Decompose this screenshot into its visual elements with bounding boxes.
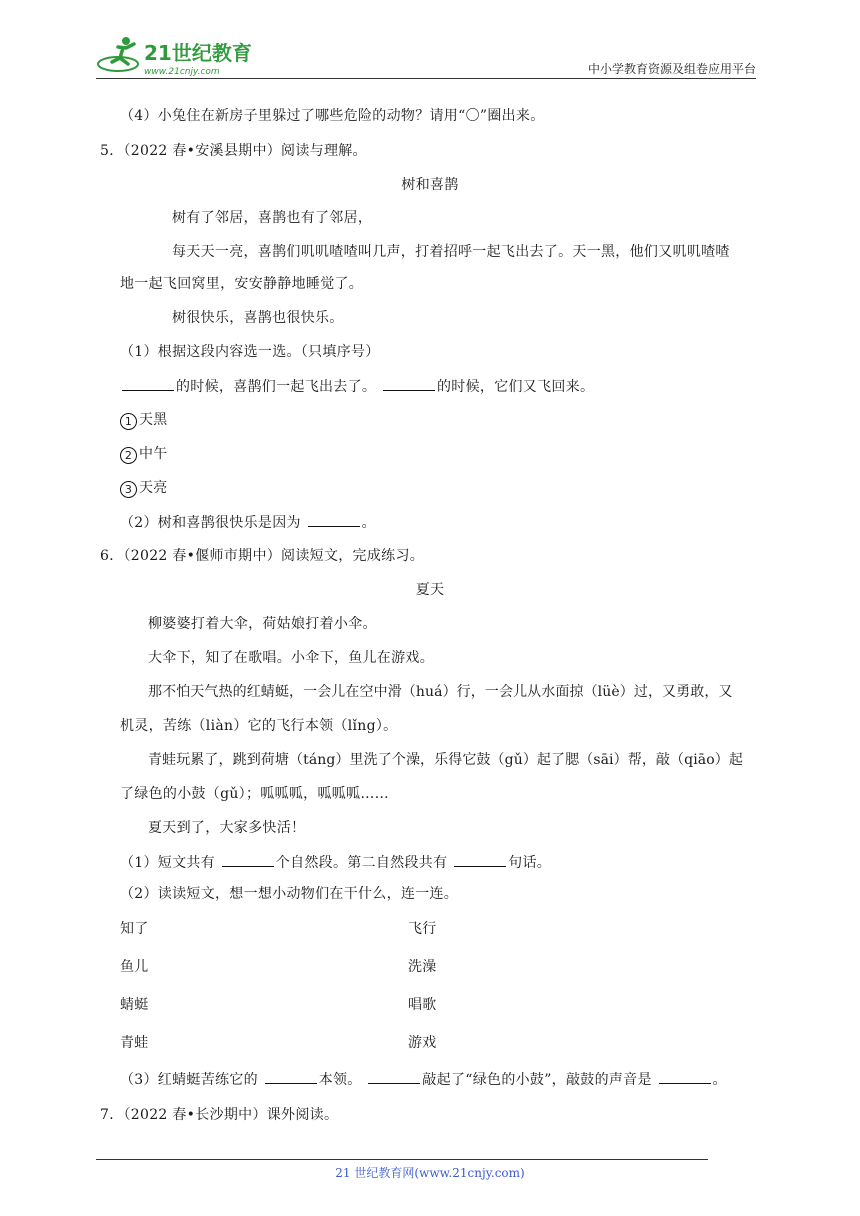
q6-sub-question-1 — [120, 852, 551, 873]
q5-sub2-end: 。 — [361, 515, 376, 531]
q5-paragraph-1: 树有了邻居，喜鹊也有了邻居， — [172, 210, 373, 226]
answer-blank[interactable] — [383, 376, 435, 391]
q6-sub1-text-c: 句话。 — [508, 855, 552, 871]
q5-option-3-text: 天亮 — [139, 480, 168, 496]
answer-blank[interactable] — [265, 1069, 317, 1084]
answer-blank[interactable] — [122, 376, 174, 391]
q6-paragraph-1: 柳婆婆打着大伞，荷姑娘打着小伞。 — [148, 616, 377, 632]
footer-divider — [96, 1159, 708, 1160]
match-right-item[interactable]: 游戏 — [408, 1035, 437, 1051]
q7-heading: 7．（2022 春•长沙期中）课外阅读。 — [100, 1107, 339, 1123]
circled-number-3: 3 — [120, 481, 137, 498]
circled-number-2: 2 — [120, 447, 137, 464]
header-divider — [96, 78, 756, 79]
q6-sub1-text-a: （1）短文共有 — [120, 855, 216, 871]
match-left-item[interactable]: 青蛙 — [120, 1035, 149, 1051]
answer-blank[interactable] — [659, 1069, 711, 1084]
q6-paragraph-3-line-2: 机灵，苦练（liàn）它的飞行本领（lǐng）。 — [120, 718, 398, 734]
q6-sub3-text-a: （3）红蜻蜓苦练它的 — [120, 1072, 258, 1088]
q5-paragraph-3: 树很快乐，喜鹊也很快乐。 — [172, 310, 344, 326]
match-left-item[interactable]: 鱼儿 — [120, 959, 149, 975]
q5-option-1-text: 天黑 — [139, 412, 168, 428]
circled-number-1: 1 — [120, 413, 137, 430]
q6-sub3-end: 。 — [712, 1072, 727, 1088]
match-right-item[interactable]: 洗澡 — [408, 959, 437, 975]
q5-sub2-text: （2）树和喜鹊很快乐是因为 — [120, 515, 301, 531]
q6-paragraph-5: 夏天到了，大家多快活！ — [148, 820, 306, 836]
q6-paragraph-4-line-2: 了绿色的小鼓（gǔ）；呱呱呱，呱呱呱…… — [120, 786, 389, 802]
q5-fill-line — [120, 376, 594, 397]
q5-sub-question-1: （1）根据这段内容选一选。（只填序号） — [120, 344, 380, 360]
q5-option-1 — [120, 410, 168, 430]
answer-blank[interactable] — [222, 852, 274, 867]
footer-link[interactable]: 21 世纪教育网(www.21cnjy.com) — [335, 1166, 525, 1180]
q5-option-2 — [120, 444, 168, 464]
match-left-item[interactable]: 蜻蜓 — [120, 997, 149, 1013]
q6-passage-title: 夏天 — [415, 582, 445, 598]
q5-paragraph-2-line-2: 地一起飞回窝里，安安静静地睡觉了。 — [120, 276, 364, 292]
answer-blank[interactable] — [308, 512, 360, 527]
logo-url: www.21cnjy.com — [144, 67, 220, 77]
q6-heading: 6．（2022 春•偃师市期中）阅读短文，完成练习。 — [100, 548, 425, 564]
q6-sub1-text-b: 个自然段。第二自然段共有 — [275, 855, 448, 871]
q6-paragraph-3-line-1: 那不怕天气热的红蜻蜓，一会儿在空中滑（huá）行，一会儿从水面掠（lüè）过，又勇敢，又 — [148, 684, 733, 700]
q6-paragraph-2: 大伞下，知了在歌唱。小伞下，鱼儿在游戏。 — [148, 650, 434, 666]
match-left-item[interactable]: 知了 — [120, 921, 149, 937]
match-right-item[interactable]: 唱歌 — [408, 997, 437, 1013]
q5-passage-title: 树和喜鹊 — [401, 177, 459, 193]
header-platform-text: 中小学教育资源及组卷应用平台 — [587, 62, 756, 76]
q6-sub-question-3 — [120, 1069, 727, 1090]
runner-logo-icon — [96, 34, 266, 80]
q6-sub3-text-c: 敲起了“绿色的小鼓”，敲鼓的声音是 — [422, 1072, 652, 1088]
match-right-item[interactable]: 飞行 — [408, 921, 437, 937]
answer-blank[interactable] — [454, 852, 506, 867]
logo-text: 21世纪教育 — [144, 41, 252, 65]
q5-sub-question-2 — [120, 512, 376, 533]
q4-question: （4）小兔住在新房子里躲过了哪些危险的动物？请用“〇”圈出来。 — [120, 108, 545, 124]
answer-blank[interactable] — [368, 1069, 420, 1084]
q5-paragraph-2-line-1: 每天天一亮，喜鹊们叽叽喳喳叫几声，打着招呼一起飞出去了。天一黑，他们又叽叽喳喳 — [172, 244, 730, 260]
q6-paragraph-4-line-1: 青蛙玩累了，跳到荷塘（táng）里洗了个澡，乐得它鼓（gǔ）起了腮（sāi）帮，敲（qiāo）起 — [148, 752, 743, 768]
q6-sub-question-2: （2）读读短文，想一想小动物们在干什么，连一连。 — [120, 886, 459, 902]
q6-sub3-text-b: 本领。 — [318, 1072, 362, 1088]
q5-option-3 — [120, 478, 168, 498]
site-logo — [96, 34, 266, 80]
q5-fill-text-b: 的时候，它们又飞回来。 — [436, 379, 595, 395]
q5-heading: 5．（2022 春•安溪县期中）阅读与理解。 — [100, 143, 367, 159]
q5-option-2-text: 中午 — [139, 446, 168, 462]
q5-fill-text-a: 的时候，喜鹊们一起飞出去了。 — [176, 379, 377, 395]
